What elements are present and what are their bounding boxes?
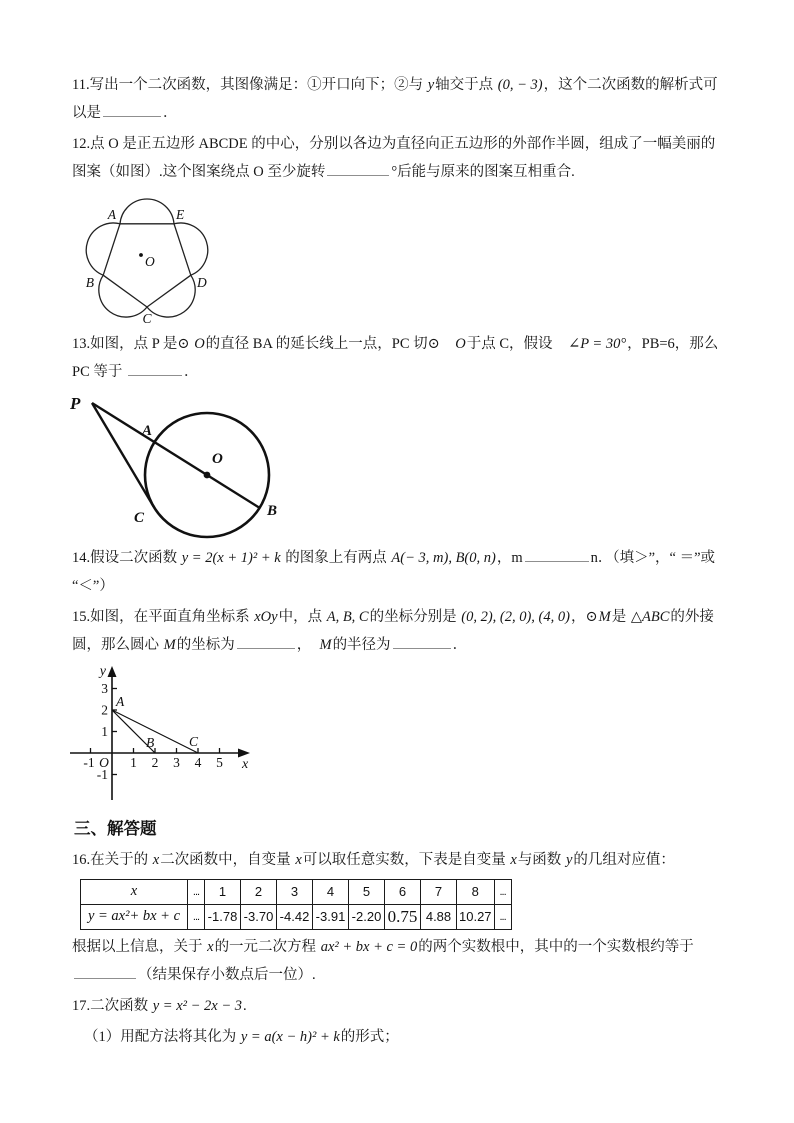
text-run: （1）用配方法将其化为 xyxy=(84,1028,240,1045)
math-expression: △ABC xyxy=(630,608,670,625)
table-row xyxy=(81,904,512,929)
origin-label: O xyxy=(99,754,109,770)
text-run: 是 xyxy=(611,608,630,625)
text-run: 于点 C，假设 xyxy=(466,335,568,352)
table-cell: 7 xyxy=(421,879,457,904)
text-run: 的外接圆，那么圆心 xyxy=(72,608,714,653)
table-cell: ... xyxy=(494,879,511,904)
table-cell: 8 xyxy=(457,879,495,904)
table-cell: 10.27 xyxy=(457,904,495,929)
tangent-line-pc xyxy=(92,403,154,507)
table-cell: 1 xyxy=(205,879,241,904)
point-label-a: A xyxy=(141,422,152,439)
question-16-intro xyxy=(72,847,726,875)
math-expression: O xyxy=(455,335,466,352)
segment-ac xyxy=(112,710,198,753)
question-14 xyxy=(72,545,726,601)
answer-blank xyxy=(103,104,161,117)
table-cell: 4.88 xyxy=(421,904,457,929)
text-run: 的坐标为 xyxy=(176,636,235,653)
x-tick-label: 1 xyxy=(130,754,137,770)
math-expression: M xyxy=(319,636,332,653)
table-cell: ... xyxy=(188,879,205,904)
math-expression: y xyxy=(427,77,435,93)
text-run: 二次函数中，自变量 xyxy=(160,851,295,868)
text-run: 的几组对应值： xyxy=(573,851,675,868)
table-cell: -3.91 xyxy=(313,904,349,929)
table-cell: ... xyxy=(188,904,205,929)
q16-value-table xyxy=(80,879,512,930)
math-expression: y = x² − 2x − 3 xyxy=(152,997,243,1014)
math-expression: ax² + bx + c = 0 xyxy=(320,938,418,955)
math-expression: x xyxy=(207,938,214,955)
figure-pentagon xyxy=(80,191,726,329)
vertex-label-a: A xyxy=(107,206,116,222)
table-cell: 5 xyxy=(349,879,385,904)
x-tick-label: 5 xyxy=(216,754,223,770)
question-12 xyxy=(72,131,726,187)
section-header: 三、解答题 xyxy=(74,819,157,838)
math-expression: xOy xyxy=(254,608,278,625)
table-cell: 6 xyxy=(385,879,421,904)
text-run: n．（填＞”，“ ＝”或 “＜”） xyxy=(72,549,716,594)
text-run: 14.假设二次函数 xyxy=(72,549,181,566)
figure-circle-tangent xyxy=(66,391,726,543)
text-run: 13.如图，点 P 是⊙ xyxy=(72,335,194,352)
answer-blank xyxy=(74,966,136,979)
text-run: 12.点 O 是正五边形 ABCDE 的中心，分别以各边为直径向正五边形的外部作半圆，组成了一幅美丽的图案（如图）.这个图案绕点 O 至少旋转 xyxy=(72,135,716,180)
point-label-a: A xyxy=(116,693,125,709)
y-axis-label: y xyxy=(99,663,106,679)
text-run: 可以取任意实数，下表是自变量 xyxy=(302,851,510,868)
answer-blank xyxy=(327,163,389,176)
table-cell: -1.78 xyxy=(205,904,241,929)
y-axis-arrow xyxy=(108,666,117,677)
figure-coordinate-plane xyxy=(62,663,726,805)
math-expression: y = a(x − h)² + k xyxy=(240,1028,340,1045)
math-expression: (0, − 3) xyxy=(497,77,543,93)
text-run: 17.二次函数 xyxy=(72,997,152,1014)
center-point-dot xyxy=(139,253,143,257)
math-expression: x xyxy=(295,851,302,868)
table-cell: 4 xyxy=(313,879,349,904)
question-16-after-table xyxy=(72,934,726,990)
math-expression: A, B, C xyxy=(326,608,369,625)
math-expression: x xyxy=(152,851,160,868)
vertex-label-b: B xyxy=(85,274,94,290)
answer-blank xyxy=(237,636,295,649)
table-cell: -4.42 xyxy=(277,904,313,929)
answer-blank xyxy=(393,636,451,649)
math-expression: ∠P = 30° xyxy=(568,335,627,352)
vertex-label-c: C xyxy=(142,310,152,326)
text-run: 的坐标分别是 xyxy=(369,608,461,625)
question-13 xyxy=(72,331,726,387)
text-run: 轴交于点 xyxy=(435,77,497,93)
math-expression: O xyxy=(194,335,205,352)
point-label-b: B xyxy=(267,502,278,519)
text-run: 16.在关于的 xyxy=(72,851,152,868)
answer-blank xyxy=(525,549,589,562)
center-label-o: O xyxy=(212,450,223,467)
point-label-c: C xyxy=(189,733,199,749)
math-expression: x xyxy=(510,851,517,868)
text-run: . xyxy=(243,997,247,1014)
text-run: 的半径为 xyxy=(332,636,391,653)
text-run: 与函数 xyxy=(517,851,565,868)
x-axis-label: x xyxy=(242,756,249,772)
y-tick-label: 3 xyxy=(101,680,108,696)
math-expression: M xyxy=(598,608,611,625)
math-expression: A(− 3, m), B(0, n) xyxy=(391,549,496,566)
math-expression: y = 2(x + 1)² + k xyxy=(181,549,281,566)
vertex-label-e: E xyxy=(176,206,185,222)
table-row-header: x xyxy=(81,879,188,904)
center-point-dot xyxy=(204,472,211,479)
table-cell: 0.75 xyxy=(385,904,421,929)
x-tick-label: 4 xyxy=(194,754,202,770)
point-label-b: B xyxy=(146,734,155,750)
answer-blank xyxy=(128,363,182,376)
text-run: °后能与原来的图案互相重合. xyxy=(391,163,575,180)
text-run: ，m xyxy=(496,549,523,566)
math-expression: y xyxy=(565,851,573,868)
text-run: 的图象上有两点 xyxy=(281,549,391,566)
question-11 xyxy=(72,72,726,128)
table-cell: -3.70 xyxy=(241,904,277,929)
text-run: ， xyxy=(296,636,319,653)
text-run: 11.写出一个二次函数，其图像满足：①开口向下；②与 xyxy=(72,77,427,93)
table-cell: ... xyxy=(494,904,511,929)
x-tick-label: -1 xyxy=(83,754,95,770)
table-row-header: y = ax²+ bx + c xyxy=(81,904,188,929)
table-row xyxy=(81,879,512,904)
y-tick-label: -1 xyxy=(96,766,108,782)
text-run: ． xyxy=(184,363,199,380)
pentagon-svg xyxy=(80,191,216,329)
question-15 xyxy=(72,604,726,660)
point-label-c: C xyxy=(133,509,144,526)
table-cell: 2 xyxy=(241,879,277,904)
point-label-p: P xyxy=(70,393,81,413)
text-run: ，⊙ xyxy=(570,608,598,625)
vertex-label-d: D xyxy=(197,274,207,290)
text-run: ，PB=6，那么 PC 等于 xyxy=(72,335,719,380)
text-run: 的形式； xyxy=(340,1028,399,1045)
table-cell: -2.20 xyxy=(349,904,385,929)
x-tick-label: 2 xyxy=(151,754,159,770)
text-run: （结果保存小数点后一位）. xyxy=(138,966,316,983)
circle-svg xyxy=(66,391,340,543)
text-run: 的一元二次方程 xyxy=(214,938,320,955)
text-run: 的直径 BA 的延长线上一点，PC 切⊙ xyxy=(205,335,455,352)
text-run: 根据以上信息，关于 xyxy=(72,938,207,955)
question-17 xyxy=(72,993,726,1021)
y-tick-label: 1 xyxy=(101,723,108,739)
y-tick-label: 2 xyxy=(101,702,108,718)
text-run: ，这个二次函数的解析式可以是 xyxy=(72,77,718,121)
table-cell: 3 xyxy=(277,879,313,904)
math-expression: (0, 2), (2, 0), (4, 0) xyxy=(461,608,570,625)
text-run: 的两个实数根中，其中的一个实数根约等于 xyxy=(418,938,694,955)
coordinate-svg xyxy=(62,663,258,805)
question-17-part-1 xyxy=(72,1024,726,1052)
center-label-o: O xyxy=(145,253,155,269)
text-run: 中，点 xyxy=(278,608,326,625)
text-run: ． xyxy=(452,636,468,653)
x-tick-label: 3 xyxy=(173,754,180,770)
math-expression: M xyxy=(163,636,176,653)
text-run: 15.如图，在平面直角坐标系 xyxy=(72,608,254,625)
text-run: ． xyxy=(163,104,178,121)
